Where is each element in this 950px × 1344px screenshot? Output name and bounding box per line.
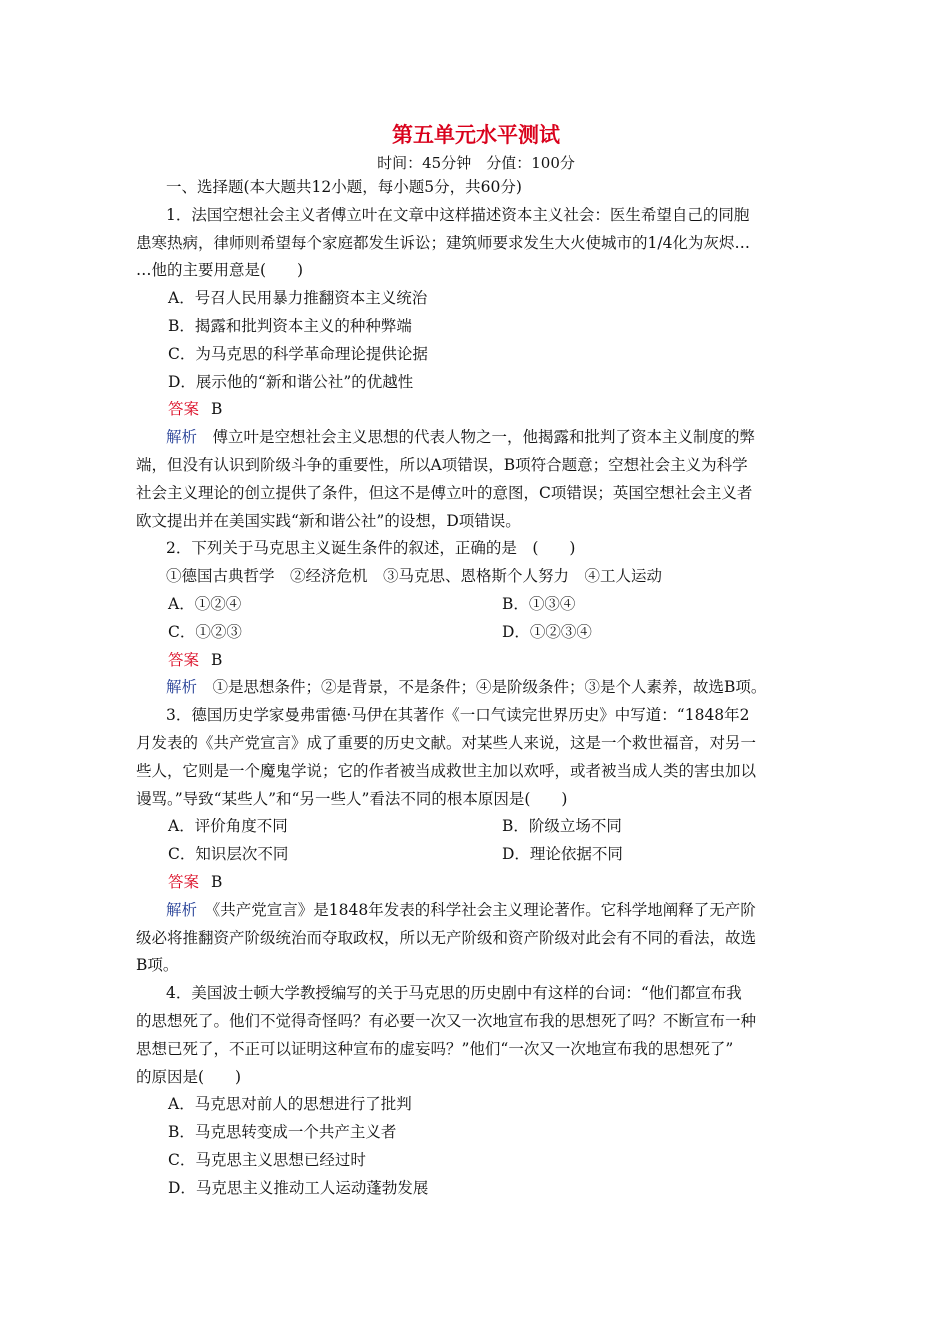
question-stem-line: 的思想死了。他们不觉得奇怪吗？有必要一次又一次地宣布我的思想死了吗？不断宣布一种 <box>136 1011 757 1030</box>
explanation-line: B项。 <box>136 956 179 975</box>
answer-label: 答案 <box>168 400 200 419</box>
option-b: B．阶级立场不同 <box>502 817 622 836</box>
question-stem-line: 谩骂。”导致“某些人”和“另一些人”看法不同的根本原因是( ) <box>136 789 568 808</box>
option-c: C．为马克思的科学革命理论提供论据 <box>168 344 428 363</box>
question-stem-line: …他的主要用意是( ) <box>136 261 304 280</box>
answer-label: 答案 <box>168 650 200 669</box>
explanation-label: 解析 <box>166 428 198 447</box>
option-row <box>136 841 816 869</box>
option-d: D．理论依据不同 <box>502 845 623 864</box>
explanation-line: 欧文提出并在美国实践“新和谐公社”的设想，D项错误。 <box>136 511 521 530</box>
explanation-line <box>136 674 816 702</box>
answer-value: B <box>211 400 223 419</box>
option-a: A．号召人民用暴力推翻资本主义统治 <box>168 289 428 308</box>
question-sub-items: ①德国古典哲学 ②经济危机 ③马克思、恩格斯个人努力 ④工人运动 <box>166 567 663 586</box>
explanation-line <box>136 424 816 452</box>
question-4 <box>136 980 816 1202</box>
option-d: D．展示他的“新和谐公社”的优越性 <box>168 372 414 391</box>
question-2 <box>136 535 816 702</box>
option-b: B．马克思转变成一个共产主义者 <box>168 1123 397 1142</box>
answer-row <box>136 869 816 897</box>
answer-value: B <box>211 650 223 669</box>
explanation-line: 社会主义理论的创立提供了条件，但这不是傅立叶的意图，C项错误；英国空想社会主义者 <box>136 483 753 502</box>
option-d: D．马克思主义推动工人运动蓬勃发展 <box>168 1178 429 1197</box>
option-row <box>136 813 816 841</box>
question-stem-line: 4．美国波士顿大学教授编写的关于马克思的历史剧中有这样的台词：“他们都宣布我 <box>166 984 742 1003</box>
page-title: 第五单元水平测试 <box>392 122 560 147</box>
explanation-line: 级必将推翻资产阶级统治而夺取政权，所以无产阶级和资产阶级对此会有不同的看法，故选 <box>136 928 757 947</box>
question-stem-line: 1．法国空想社会主义者傅立叶在文章中这样描述资本主义社会：医生希望自己的同胞 <box>166 205 750 224</box>
exam-meta: 时间：45分钟 分值：100分 <box>377 154 575 172</box>
option-row <box>136 591 816 619</box>
option-b: B．揭露和批判资本主义的种种弊端 <box>168 316 412 335</box>
question-1 <box>136 202 816 536</box>
option-c: C．①②③ <box>168 622 242 641</box>
question-stem-line: 患寒热病，律师则希望每个家庭都发生诉讼；建筑师要求发生大火使城市的1/4化为灰烬… <box>136 233 750 252</box>
question-stem-line: 2．下列关于马克思主义诞生条件的叙述，正确的是 ( ) <box>166 539 576 558</box>
document-page <box>136 118 816 1202</box>
explanation-line <box>136 897 816 925</box>
question-stem-line: 月发表的《共产党宣言》成了重要的历史文献。对某些人来说，这是一个救世福音，对另一 <box>136 733 757 752</box>
explanation-label: 解析 <box>166 678 198 697</box>
option-a: A．评价角度不同 <box>168 817 288 836</box>
explanation-line: 端，但没有认识到阶级斗争的重要性，所以A项错误，B项符合题意；空想社会主义为科学 <box>136 455 748 474</box>
question-stem-line: 思想已死了，不正可以证明这种宣布的虚妄吗？”他们“一次又一次地宣布我的思想死了” <box>136 1039 734 1058</box>
question-stem-line: 的原因是( ) <box>136 1067 242 1086</box>
question-stem-line: 些人，它则是一个魔鬼学说；它的作者被当成救世主加以欢呼，或者被当成人类的害虫加以 <box>136 761 757 780</box>
section-heading: 一、选择题(本大题共12小题，每小题5分，共60分) <box>166 178 522 196</box>
option-a: A．①②④ <box>168 594 242 613</box>
answer-label: 答案 <box>168 872 200 891</box>
explanation-label: 解析 <box>166 900 198 919</box>
option-c: C．知识层次不同 <box>168 845 289 864</box>
option-row <box>136 619 816 647</box>
explanation-text: 《共产党宣言》是1848年发表的科学社会主义理论著作。它科学地阐释了无产阶 <box>212 900 756 919</box>
answer-value: B <box>211 872 223 891</box>
option-b: B．①③④ <box>502 594 576 613</box>
explanation-text: 傅立叶是空想社会主义思想的代表人物之一，他揭露和批判了资本主义制度的弊 <box>212 428 756 447</box>
question-3 <box>136 702 816 980</box>
explanation-text: ①是思想条件；②是背景，不是条件；④是阶级条件；③是个人素养，故选B项。 <box>212 678 767 697</box>
answer-row <box>136 647 816 675</box>
option-a: A．马克思对前人的思想进行了批判 <box>168 1095 412 1114</box>
option-d: D．①②③④ <box>502 622 592 641</box>
option-c: C．马克思主义思想已经过时 <box>168 1150 366 1169</box>
question-stem-line: 3．德国历史学家曼弗雷德·马伊在其著作《一口气读完世界历史》中写道：“1848年2 <box>166 706 750 725</box>
answer-row <box>136 396 816 424</box>
